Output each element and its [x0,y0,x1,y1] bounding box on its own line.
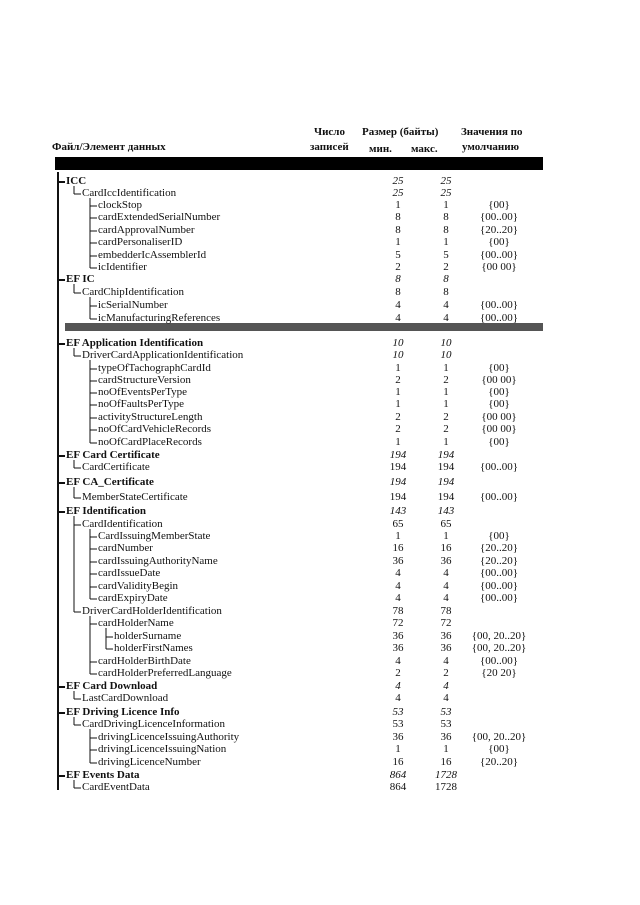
size-max-value: 8 [443,211,449,223]
table-row [0,718,640,731]
default-value: {00} [488,398,510,410]
element-name: cardApprovalNumber [98,224,195,236]
element-name: EF Card Download [66,680,158,692]
element-name: cardValidityBegin [98,580,179,592]
table-row [0,349,640,362]
size-min-value: 65 [392,518,404,530]
element-name: LastCardDownload [82,692,169,704]
element-name: drivingLicenceIssuingAuthority [98,731,240,743]
size-max-value: 1 [443,362,449,374]
element-name: cardExtendedSerialNumber [98,211,221,223]
element-name: ICC [66,175,87,187]
size-min-value: 2 [395,261,401,273]
table-row [0,398,640,411]
element-name: CardChipIdentification [82,286,185,298]
element-name: CardDrivingLicenceInformation [82,718,225,730]
size-min-value: 1 [395,436,401,448]
header-size-max: макс. [411,143,438,155]
element-name: DriverCardApplicationIdentification [82,349,244,361]
size-min-value: 10 [392,349,404,361]
element-name: holderFirstNames [114,642,193,654]
size-min-value: 4 [395,592,401,604]
default-value: {00 00} [481,411,517,423]
default-value: {00..00} [479,491,519,503]
element-name: EF Application Identification [66,337,204,349]
size-min-value: 1 [395,398,401,410]
size-max-value: 8 [443,286,449,298]
element-name: drivingLicenceIssuingNation [98,743,227,755]
size-max-value: 1 [443,199,449,211]
size-min-value: 4 [395,567,401,579]
size-max-value: 194 [437,449,455,461]
size-min-value: 864 [389,769,407,781]
size-min-value: 4 [395,692,401,704]
size-max-value: 16 [440,756,452,768]
default-value: {00} [488,199,510,211]
default-value: {00..00} [479,592,519,604]
default-value: {00} [488,362,510,374]
default-value: {00..00} [479,249,519,261]
size-min-value: 2 [395,374,401,386]
default-value: {00} [488,530,510,542]
table-row [0,491,640,504]
size-min-value: 194 [389,476,407,488]
table-row [0,286,640,299]
size-max-value: 2 [443,261,449,273]
size-min-value: 72 [392,617,404,629]
default-value: {00} [488,236,510,248]
default-value: {00..00} [479,299,519,311]
size-min-value: 53 [392,706,404,718]
default-value: {20 20} [481,667,517,679]
size-min-value: 2 [395,423,401,435]
size-max-value: 78 [440,605,452,617]
size-min-value: 8 [395,273,401,285]
default-value: {20..20} [479,756,519,768]
element-name: cardStructureVersion [98,374,191,386]
element-name: EF Identification [66,505,146,517]
element-name: cardIssueDate [98,567,161,579]
element-name: cardHolderBirthDate [98,655,191,667]
table-row [0,567,640,580]
size-max-value: 25 [440,175,452,187]
default-value: {00 00} [481,423,517,435]
default-value: {00..00} [479,567,519,579]
size-min-value: 78 [392,605,404,617]
size-max-value: 4 [443,692,449,704]
size-max-value: 53 [440,718,452,730]
size-min-value: 1 [395,199,401,211]
size-min-value: 8 [395,286,401,298]
element-name: cardExpiryDate [98,592,168,604]
size-max-value: 4 [443,299,449,311]
table-row [0,312,640,325]
size-min-value: 25 [392,187,404,199]
element-name: CardIccIdentification [82,187,177,199]
size-min-value: 1 [395,743,401,755]
size-min-value: 2 [395,667,401,679]
element-name: typeOfTachographCardId [98,362,211,374]
element-name: EF Card Certificate [66,449,160,461]
table-row [0,273,640,286]
element-name: activityStructureLength [98,411,203,423]
size-max-value: 4 [443,580,449,592]
size-max-value: 36 [440,731,452,743]
element-name: CardEventData [82,781,150,793]
size-max-value: 25 [440,187,452,199]
default-value: {00..00} [479,461,519,473]
element-name: noOfFaultsPerType [98,398,184,410]
table-row [0,299,640,312]
default-value: {00} [488,743,510,755]
size-max-value: 16 [440,542,452,554]
header-file-element: Файл/Элемент данных [52,141,166,153]
table-row [0,461,640,474]
table-row [0,692,640,705]
table-row [0,211,640,224]
size-min-value: 8 [395,224,401,236]
element-name: noOfCardVehicleRecords [98,423,212,435]
element-name: cardPersonaliserID [98,236,183,248]
size-max-value: 4 [443,312,449,324]
element-name: holderSurname [114,630,182,642]
size-max-value: 4 [443,592,449,604]
size-max-value: 4 [443,567,449,579]
size-min-value: 194 [389,449,407,461]
default-value: {20..20} [479,555,519,567]
size-min-value: 36 [392,731,404,743]
size-max-value: 4 [443,680,449,692]
size-max-value: 2 [443,411,449,423]
size-min-value: 4 [395,580,401,592]
size-max-value: 4 [443,655,449,667]
size-min-value: 194 [389,461,407,473]
size-max-value: 1 [443,530,449,542]
table-row [0,667,640,680]
size-min-value: 1 [395,236,401,248]
element-name: EF CA_Certificate [66,476,154,488]
size-max-value: 194 [437,461,455,473]
size-max-value: 5 [443,249,449,261]
table-row [0,476,640,489]
header-default-line2: умолчанию [462,141,520,153]
size-min-value: 864 [389,781,407,793]
size-min-value: 36 [392,630,404,642]
size-max-value: 10 [440,337,452,349]
size-min-value: 53 [392,718,404,730]
default-value: {20..20} [479,224,519,236]
default-value: {00..00} [479,655,519,667]
header-size: Размер (байты) [362,126,439,138]
default-value: {00, 20..20} [471,642,527,654]
table-row [0,236,640,249]
size-min-value: 4 [395,299,401,311]
size-max-value: 1 [443,236,449,248]
size-max-value: 2 [443,667,449,679]
default-value: {20..20} [479,542,519,554]
size-max-value: 1 [443,436,449,448]
table-row [0,617,640,630]
element-name: EF Events Data [66,769,140,781]
size-max-value: 1728 [435,781,457,793]
size-min-value: 1 [395,386,401,398]
table-row [0,743,640,756]
element-name: noOfCardPlaceRecords [98,436,202,448]
element-name: MemberStateCertificate [82,491,188,503]
size-max-value: 143 [437,505,455,517]
size-min-value: 16 [392,542,404,554]
element-name: CardCertificate [82,461,150,473]
size-max-value: 1 [443,386,449,398]
element-name: EF Driving Licence Info [66,706,180,718]
size-min-value: 10 [392,337,404,349]
table-row [0,436,640,449]
table-row [0,781,640,794]
size-max-value: 10 [440,349,452,361]
header-records-line1: Число [314,126,345,138]
size-max-value: 36 [440,630,452,642]
size-min-value: 25 [392,175,404,187]
element-name: embedderIcAssemblerId [98,249,207,261]
default-value: {00 00} [481,261,517,273]
size-max-value: 8 [443,273,449,285]
element-name: cardHolderName [98,617,174,629]
default-value: {00..00} [479,580,519,592]
size-min-value: 8 [395,211,401,223]
size-max-value: 1728 [435,769,457,781]
size-min-value: 4 [395,312,401,324]
size-min-value: 36 [392,642,404,654]
element-name: icSerialNumber [98,299,168,311]
default-value: {00..00} [479,211,519,223]
size-max-value: 1 [443,743,449,755]
size-max-value: 194 [437,491,455,503]
default-value: {00..00} [479,312,519,324]
header-records-line2: записей [310,141,349,153]
size-max-value: 194 [437,476,455,488]
element-name: cardNumber [98,542,153,554]
size-max-value: 2 [443,374,449,386]
size-min-value: 16 [392,756,404,768]
element-name: icManufacturingReferences [98,312,221,324]
table-row [0,505,640,518]
size-min-value: 143 [389,505,407,517]
header-default-line1: Значения по [461,126,523,138]
default-value: {00} [488,436,510,448]
table-row [0,542,640,555]
element-name: icIdentifier [98,261,147,273]
size-min-value: 4 [395,655,401,667]
table-row [0,592,640,605]
element-name: clockStop [98,199,142,211]
size-max-value: 2 [443,423,449,435]
size-max-value: 53 [440,706,452,718]
default-value: {00, 20..20} [471,630,527,642]
size-min-value: 1 [395,530,401,542]
element-name: CardIssuingMemberState [98,530,211,542]
size-min-value: 1 [395,362,401,374]
element-name: cardIssuingAuthorityName [98,555,218,567]
size-min-value: 2 [395,411,401,423]
size-min-value: 4 [395,680,401,692]
size-max-value: 65 [440,518,452,530]
size-max-value: 36 [440,642,452,654]
size-min-value: 5 [395,249,401,261]
size-min-value: 36 [392,555,404,567]
size-min-value: 194 [389,491,407,503]
table-row [0,642,640,655]
element-name: noOfEventsPerType [98,386,188,398]
default-value: {00, 20..20} [471,731,527,743]
default-value: {00} [488,386,510,398]
default-value: {00 00} [481,374,517,386]
element-name: drivingLicenceNumber [98,756,201,768]
element-name: DriverCardHolderIdentification [82,605,222,617]
size-max-value: 36 [440,555,452,567]
size-max-value: 1 [443,398,449,410]
size-max-value: 72 [440,617,452,629]
header-divider-bar [55,157,543,170]
element-name: cardHolderPreferredLanguage [98,667,232,679]
size-max-value: 8 [443,224,449,236]
element-name: EF IC [66,273,95,285]
header-size-min: мин. [369,143,392,155]
element-name: CardIdentification [82,518,163,530]
table-row [0,756,640,769]
table-row [0,423,640,436]
